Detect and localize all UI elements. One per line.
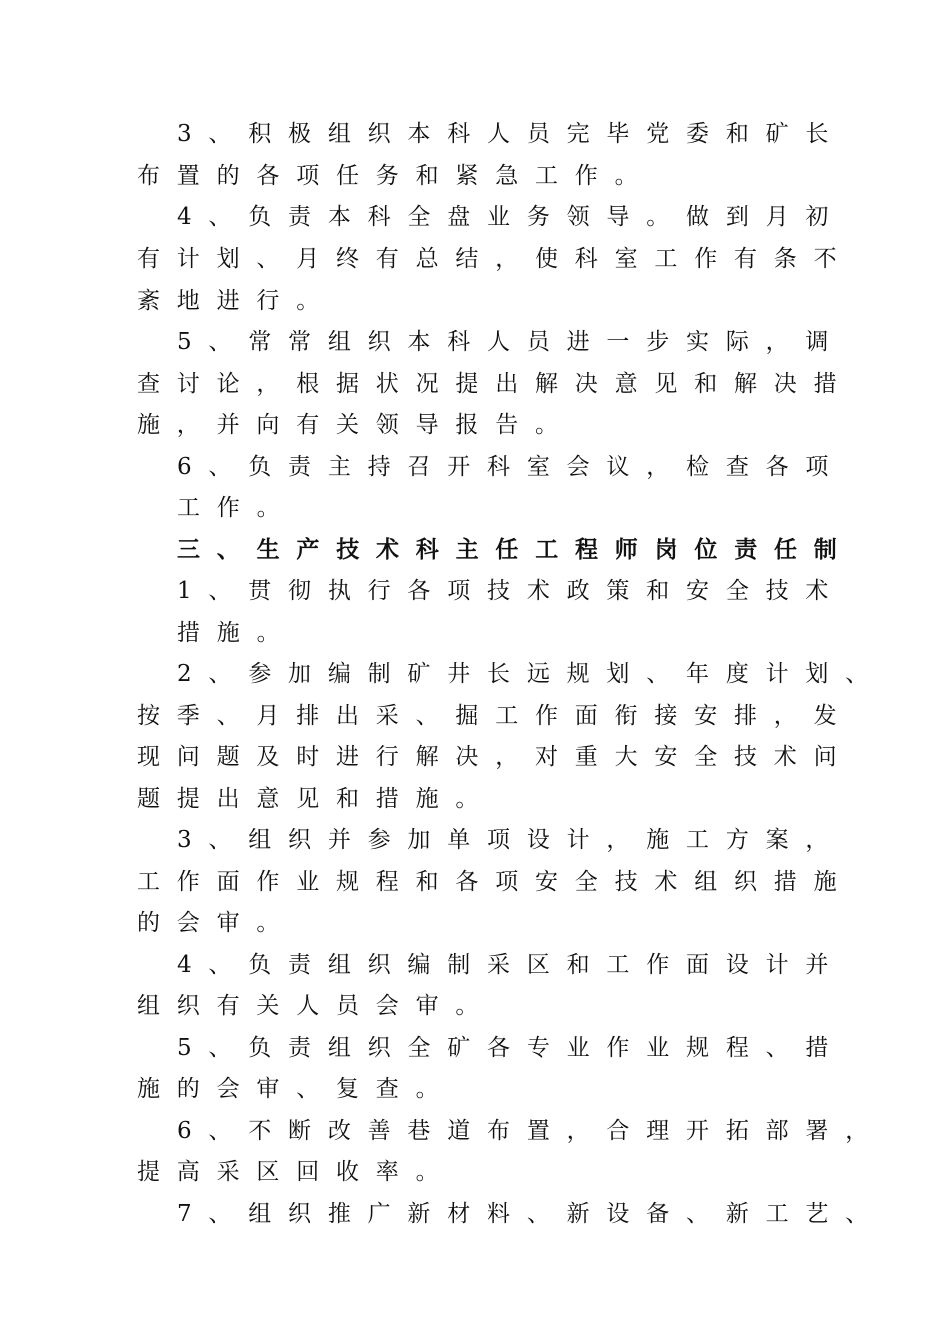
text-line: 查讨论，根据状况提出解决意见和解决措 [137, 371, 854, 397]
text-line: 施的会审、复查。 [137, 1076, 456, 1102]
section-heading: 三、生产技术科主任工程师岗位责任制 [177, 536, 854, 563]
text-line: 有计划、月终有总结，使科室工作有条不 [137, 246, 854, 272]
text-line: 5、负责组织全矿各专业作业规程、措 [177, 1035, 846, 1061]
text-line: 组织有关人员会审。 [137, 993, 496, 1019]
text-line: 工作面作业规程和各项安全技术组织措施 [137, 869, 854, 895]
text-line: 措施。 [177, 620, 297, 646]
text-line: 6、负责主持召开科室会议，检查各项 [177, 454, 846, 480]
text-line: 现问题及时进行解决，对重大安全技术问 [137, 744, 854, 770]
text-line: 提高采区回收率。 [137, 1159, 456, 1185]
text-line: 按季、月排出采、掘工作面衔接安排，发 [137, 703, 854, 729]
text-line: 4、负责组织编制采区和工作面设计并 [177, 952, 846, 978]
text-line: 紊地进行。 [137, 288, 336, 314]
text-line: 的会审。 [137, 910, 297, 936]
text-line: 3、积极组织本科人员完毕党委和矿长 [177, 121, 846, 147]
text-line: 1、贯彻执行各项技术政策和安全技术 [177, 578, 846, 604]
text-line: 施，并向有关领导报告。 [137, 412, 575, 438]
text-line: 5、常常组织本科人员进一步实际，调 [177, 329, 846, 355]
text-line: 6、不断改善巷道布置，合理开拓部署， [177, 1118, 886, 1144]
text-line: 布置的各项任务和紧急工作。 [137, 163, 655, 189]
text-line: 工作。 [177, 495, 297, 521]
text-line: 题提出意见和措施。 [137, 786, 496, 812]
text-line: 3、组织并参加单项设计，施工方案， [177, 827, 846, 853]
text-line: 4、负责本科全盘业务领导。做到月初 [177, 204, 846, 230]
text-line: 2、参加编制矿井长远规划、年度计划、 [177, 661, 886, 687]
text-line: 7、组织推广新材料、新设备、新工艺、 [177, 1201, 886, 1227]
